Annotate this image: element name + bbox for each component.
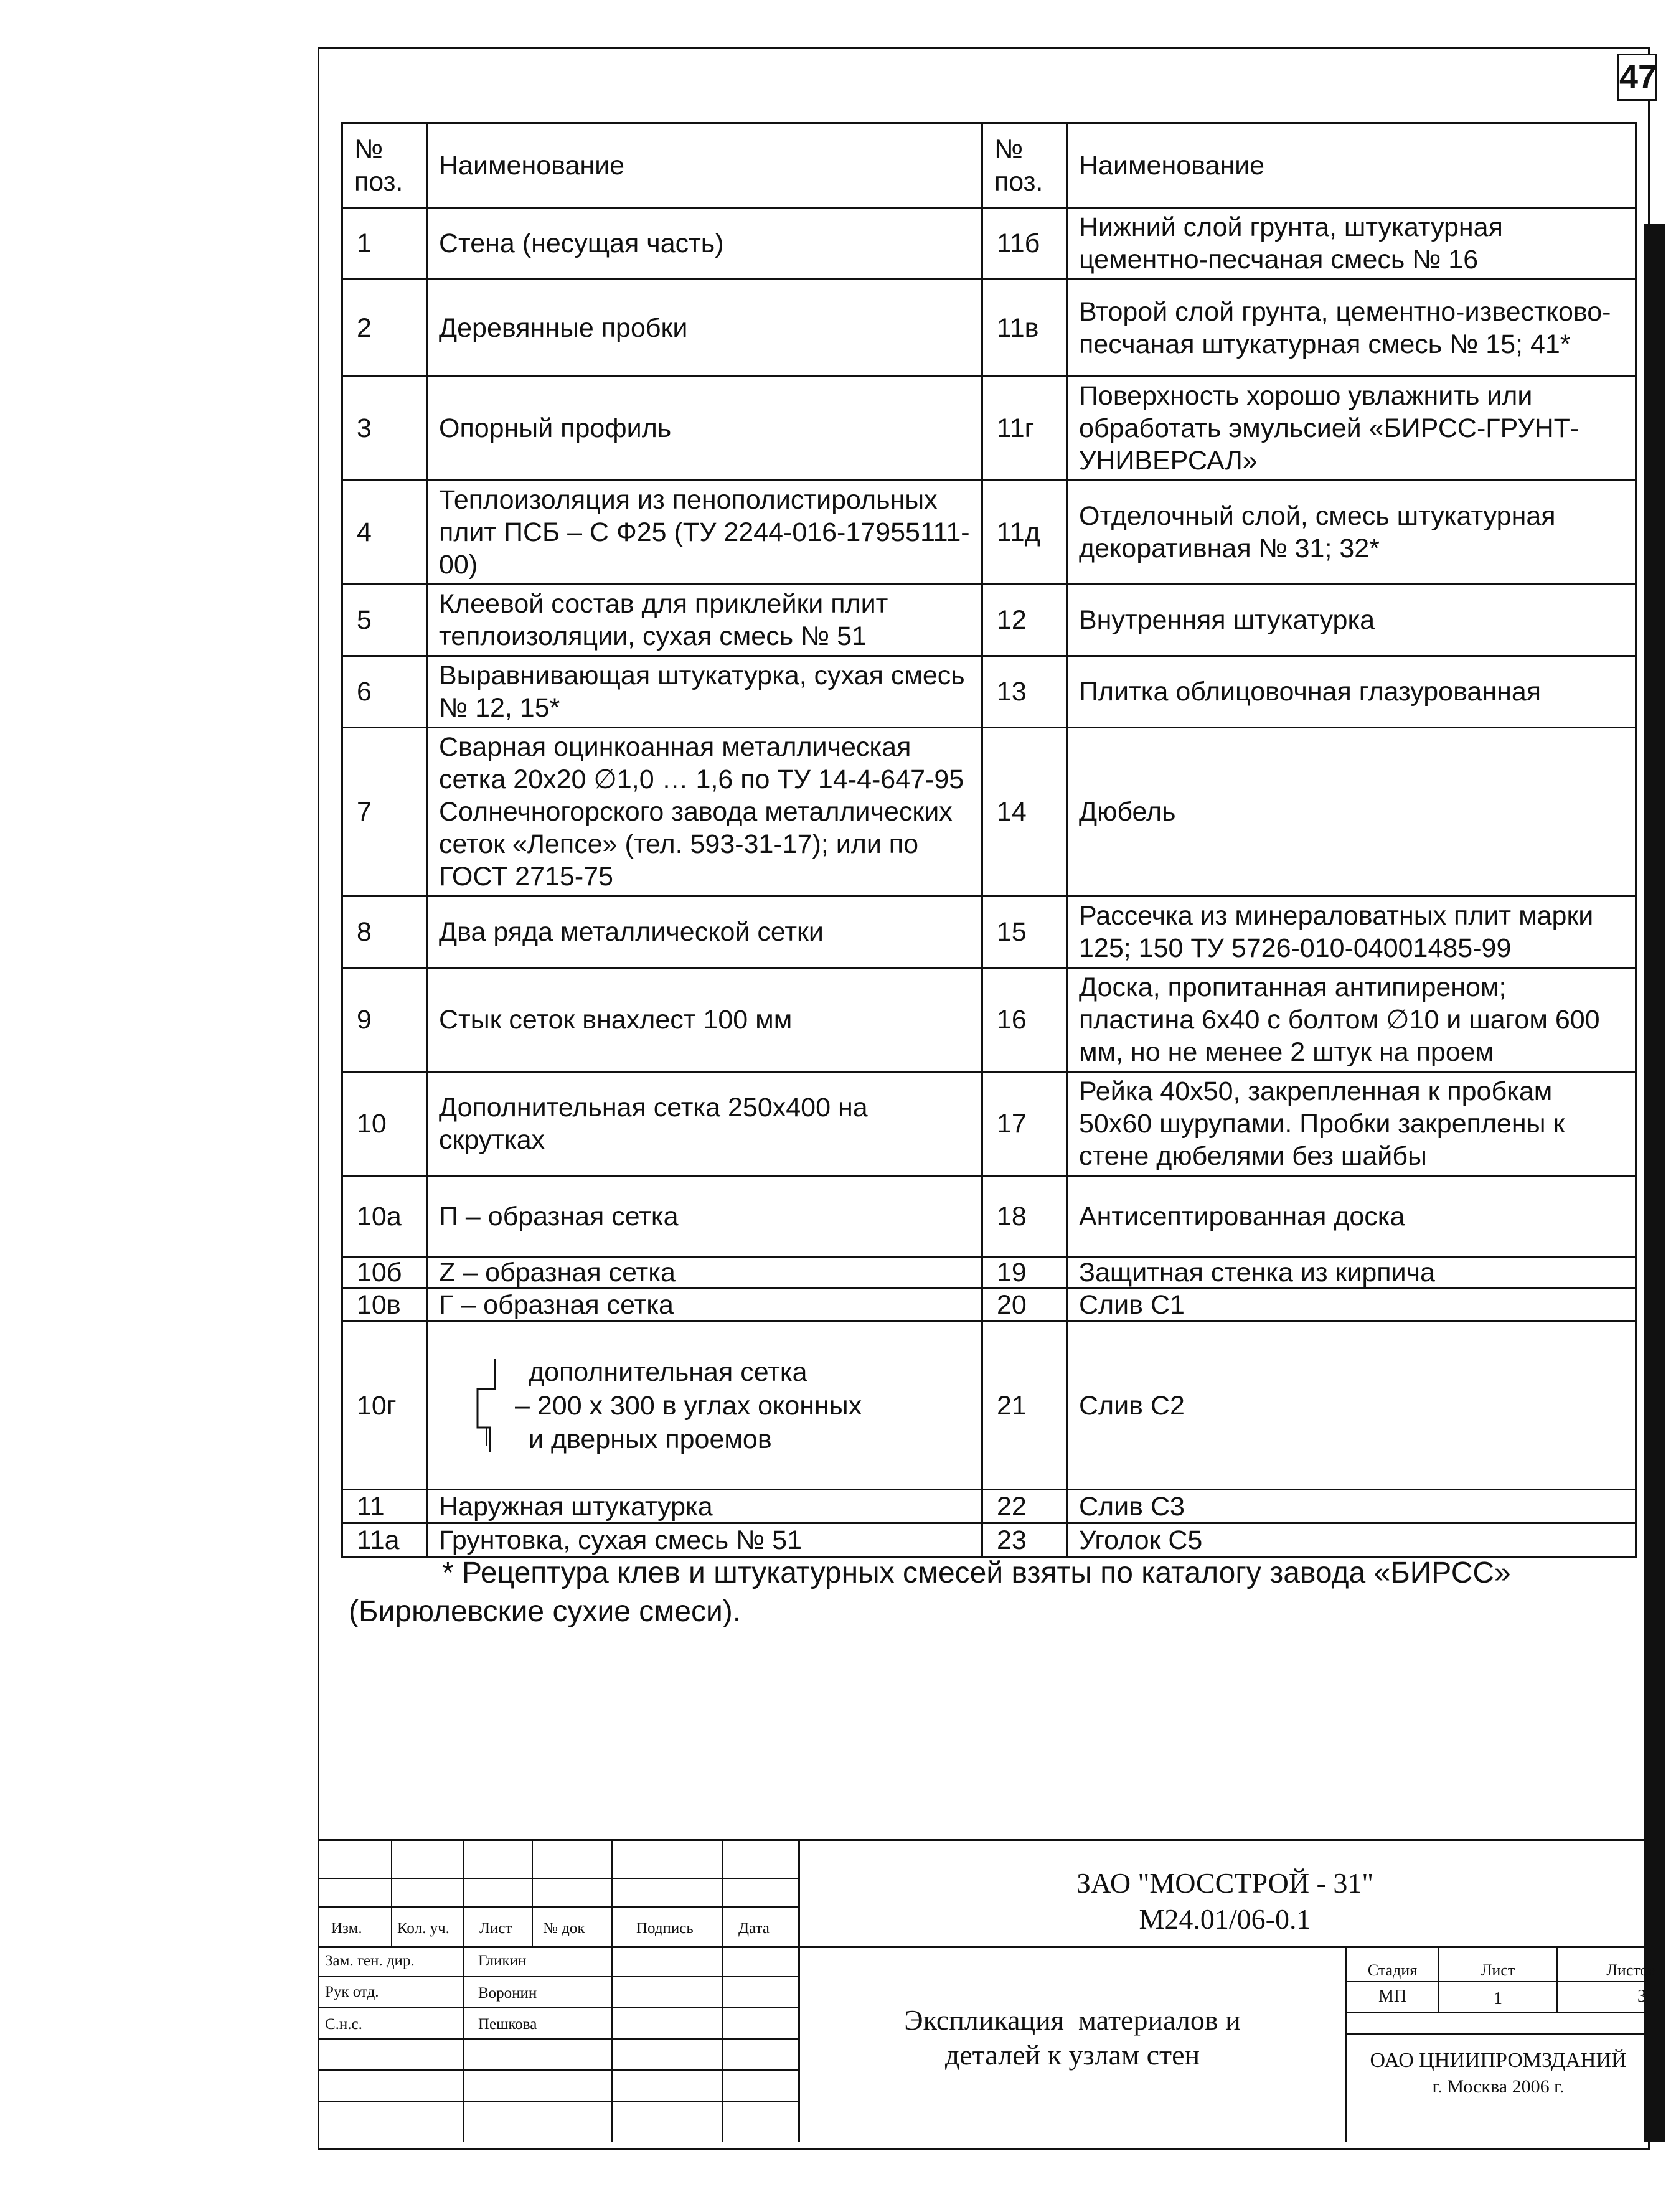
position-left: 3: [342, 377, 427, 481]
name-left: Выравнивающая штукатурка, сухая смесь № 12, 15*: [427, 656, 982, 728]
position-left: 5: [342, 585, 427, 656]
position-right: 22: [982, 1490, 1067, 1523]
header-name-right: Наименование: [1067, 123, 1636, 208]
sheet-value: 1: [1494, 1989, 1502, 2008]
name-left: Сварная оцинкоанная металлическая сетка 20x20 ∅1,0 … 1,6 по ТУ 14-4-647-95 Солнечногорского завода металлических сеток «Лепсе» (тел. 593-31-17); или по ГОСТ 2715-75: [427, 728, 982, 897]
name-right: Слив С1: [1067, 1288, 1636, 1322]
position-right: 20: [982, 1288, 1067, 1322]
name-left: Два ряда металлической сетки: [427, 897, 982, 968]
name-right: Слив С2: [1067, 1322, 1636, 1490]
label-data: Дата: [738, 1920, 770, 1937]
name-left: Грунтовка, сухая смесь № 51: [427, 1523, 982, 1557]
label-ndok: № док: [543, 1920, 585, 1937]
name-right: Поверхность хорошо увлажнить или обработать эмульсией «БИРСС-ГРУНТ-УНИВЕРСАЛ»: [1067, 377, 1636, 481]
label-izm: Изм.: [331, 1920, 362, 1937]
name-right: Внутренняя штукатурка: [1067, 585, 1636, 656]
role-2: Рук отд.: [325, 1984, 379, 2000]
position-left: 6: [342, 656, 427, 728]
table-row: [342, 1523, 1636, 1557]
name-left: Теплоизоляция из пенополистирольных плит ПСБ – С Ф25 (ТУ 2244-016-17955111-00): [427, 481, 982, 585]
page-number: 47: [1617, 54, 1657, 101]
table-row: [342, 481, 1636, 585]
label-podpis: Подпись: [636, 1920, 694, 1937]
position-right: 11в: [982, 280, 1067, 377]
name-right: Доска, пропитанная антипиреном; пластина 6x40 с болтом ∅10 и шагом 600 мм, но не менее 2 штук на проем: [1067, 968, 1636, 1072]
position-right: 11б: [982, 208, 1067, 280]
position-left: 7: [342, 728, 427, 897]
name-right: Рассечка из минераловатных плит марки 125; 150 ТУ 5726-010-04001485-99: [1067, 897, 1636, 968]
extra-mesh-line-3: и дверных проемов: [529, 1424, 772, 1454]
table-row: [342, 377, 1636, 481]
name-right: Рейка 40x50, закрепленная к пробкам 50x60 шурупами. Пробки закреплены к стене дюбелями без шайбы: [1067, 1072, 1636, 1176]
footnote-line-2: (Бирюлевские сухие смеси).: [349, 1595, 741, 1628]
name-right: Антисептированная доска: [1067, 1176, 1636, 1257]
position-left: 1: [342, 208, 427, 280]
position-left: 10г: [342, 1322, 427, 1490]
extra-mesh-text: [515, 1355, 862, 1456]
name-right: Нижний слой грунта, штукатурная цементно-песчаная смесь № 16: [1067, 208, 1636, 280]
position-left: 10а: [342, 1176, 427, 1257]
name-right: Дюбель: [1067, 728, 1636, 897]
name-1: Гликин: [478, 1952, 527, 1969]
table-row: [342, 1257, 1636, 1288]
name-left: Деревянные пробки: [427, 280, 982, 377]
name-left: Клеевой состав для приклейки плит теплоизоляции, сухая смесь № 51: [427, 585, 982, 656]
company-name: ЗАО "МОССТРОЙ - 31": [1076, 1867, 1374, 1899]
name-left: [427, 1322, 982, 1490]
position-right: 11д: [982, 481, 1067, 585]
position-right: 12: [982, 585, 1067, 656]
table-row: [342, 208, 1636, 280]
name-left: Z – образная сетка: [427, 1257, 982, 1288]
label-list: Лист: [479, 1920, 512, 1937]
name-left: Стена (несущая часть): [427, 208, 982, 280]
materials-table: [341, 122, 1637, 1558]
name-left: Опорный профиль: [427, 377, 982, 481]
header-pos-left: № поз.: [342, 123, 427, 208]
role-1: Зам. ген. дир.: [325, 1952, 415, 1969]
name-2: Воронин: [478, 1985, 537, 2002]
sheet-title-line-1: Экспликация материалов и: [904, 2004, 1241, 2036]
footnote-line-1: * Рецептура клев и штукатурных смесей взяты по каталогу завода «БИРСС»: [442, 1556, 1511, 1589]
table-row: [342, 1288, 1636, 1322]
footnote: [349, 1554, 1575, 1631]
name-left: Наружная штукатурка: [427, 1490, 982, 1523]
position-right: 19: [982, 1257, 1067, 1288]
sheets-value: 3: [1637, 1987, 1646, 2006]
table-row: [342, 1322, 1636, 1490]
name-right: Второй слой грунта, цементно-известково-песчаная штукатурная смесь № 15; 41*: [1067, 280, 1636, 377]
name-right: Отделочный слой, смесь штукатурная декоративная № 31; 32*: [1067, 481, 1636, 585]
name-right: Слив С3: [1067, 1490, 1636, 1523]
position-left: 11а: [342, 1523, 427, 1557]
name-right: Защитная стенка из кирпича: [1067, 1257, 1636, 1288]
position-left: 9: [342, 968, 427, 1072]
stage-label: Стадия: [1367, 1961, 1418, 1979]
sheets-label: Листов: [1606, 1961, 1656, 1979]
table-row: [342, 1490, 1636, 1523]
name-left: П – образная сетка: [427, 1176, 982, 1257]
position-right: 23: [982, 1523, 1067, 1557]
extra-mesh-line-1: дополнительная сетка: [529, 1357, 807, 1387]
extra-mesh-line-2: – 200 х 300 в углах оконных: [515, 1390, 862, 1421]
table-row: [342, 1072, 1636, 1176]
position-left: 11: [342, 1490, 427, 1523]
position-right: 11г: [982, 377, 1067, 481]
extra-mesh-sketch-icon: [459, 1353, 509, 1459]
header-pos-right: № поз.: [982, 123, 1067, 208]
city-year: г. Москва 2006 г.: [1432, 2076, 1565, 2097]
table-row: [342, 968, 1636, 1072]
organization: ОАО ЦНИИПРОМЗДАНИЙ: [1370, 2049, 1627, 2072]
name-left: Стык сеток внахлест 100 мм: [427, 968, 982, 1072]
document-code: М24.01/06-0.1: [1139, 1903, 1311, 1935]
position-left: 10б: [342, 1257, 427, 1288]
position-left: 10: [342, 1072, 427, 1176]
position-right: 17: [982, 1072, 1067, 1176]
name-right: Плитка облицовочная глазурованная: [1067, 656, 1636, 728]
position-left: 2: [342, 280, 427, 377]
sheet-label: Лист: [1481, 1961, 1515, 1979]
position-right: 18: [982, 1176, 1067, 1257]
position-left: 10в: [342, 1288, 427, 1322]
position-right: 13: [982, 656, 1067, 728]
title-block: [318, 1839, 1656, 2142]
table-row: [342, 1176, 1636, 1257]
table-row: [342, 728, 1636, 897]
name-right: Уголок С5: [1067, 1523, 1636, 1557]
position-right: 16: [982, 968, 1067, 1072]
role-3: С.н.с.: [325, 2016, 362, 2033]
name-left: Г – образная сетка: [427, 1288, 982, 1322]
label-kol: Кол. уч.: [397, 1920, 450, 1937]
position-left: 4: [342, 481, 427, 585]
name-left: Дополнительная сетка 250x400 на скрутках: [427, 1072, 982, 1176]
stage-value: МП: [1378, 1987, 1407, 2006]
position-left: 8: [342, 897, 427, 968]
position-right: 21: [982, 1322, 1067, 1490]
position-right: 14: [982, 728, 1067, 897]
sheet-title-line-2: деталей к узлам стен: [944, 2039, 1200, 2071]
name-3: Пешкова: [478, 2016, 537, 2033]
header-name-left: Наименование: [427, 123, 982, 208]
table-row: [342, 280, 1636, 377]
table-row: [342, 585, 1636, 656]
table-row: [342, 656, 1636, 728]
table-header: [342, 123, 1636, 208]
table-row: [342, 897, 1636, 968]
position-right: 15: [982, 897, 1067, 968]
